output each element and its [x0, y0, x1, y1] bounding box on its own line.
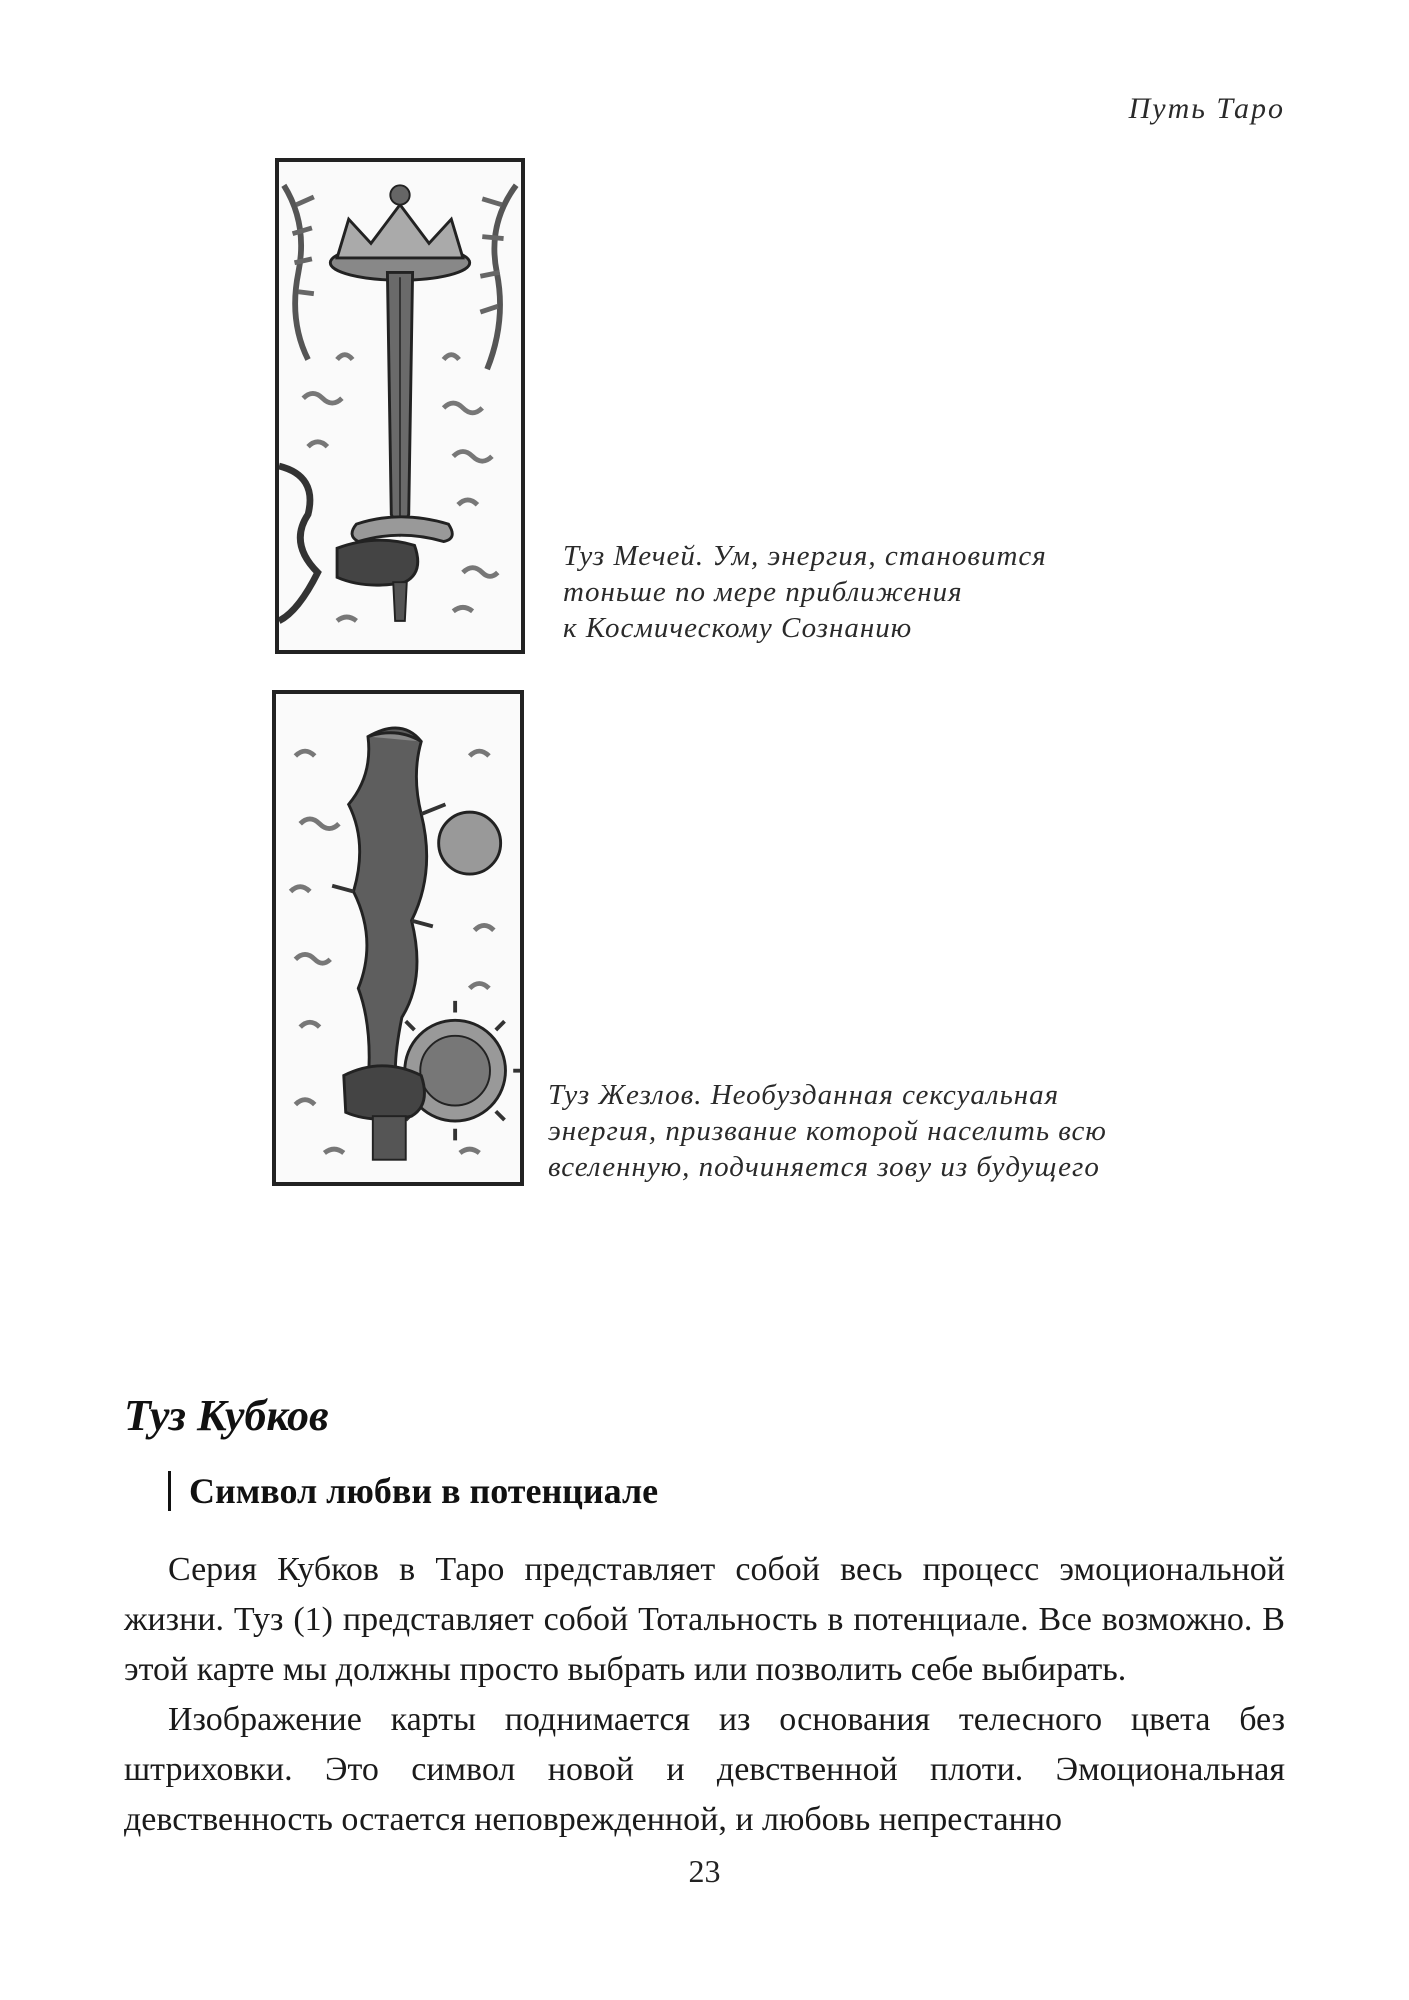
- caption-line: Туз Мечей. Ум, энергия, становится: [563, 540, 1047, 572]
- page-number: 23: [688, 1853, 721, 1889]
- body-text: [124, 1545, 1285, 1845]
- caption-line: вселенную, подчиняется зову из будущего: [548, 1151, 1100, 1183]
- ace-of-swords-illustration: [275, 158, 525, 654]
- caption-line: энергия, призвание которой населить всю: [548, 1115, 1107, 1147]
- paragraph: Изображение карты поднимается из основания телесного цвета без штриховки. Это символ новой и девственной плоти. Эмоциональная девственность остается неповрежденной, и любовь непрестанно: [124, 1701, 1285, 1838]
- ace-of-swords-drawing: [279, 162, 521, 650]
- ace-of-wands-drawing: [276, 694, 520, 1182]
- subsection-title: [168, 1470, 658, 1512]
- subsection-label: Символ любви в потенциале: [189, 1471, 659, 1511]
- caption-line: Туз Жезлов. Необузданная сексуальная: [548, 1079, 1060, 1111]
- caption-line: к Космическому Сознанию: [563, 612, 913, 644]
- ace-of-swords-caption: [563, 538, 1047, 646]
- ace-of-wands-illustration: [272, 690, 524, 1186]
- running-head: Путь Таро: [1128, 92, 1285, 125]
- subsection-bar: [168, 1471, 171, 1511]
- ace-of-wands-caption: [548, 1077, 1107, 1185]
- paragraph: Серия Кубков в Таро представляет собой весь процесс эмоциональной жизни. Туз (1) представляет собой Тотальность в потенциале. Все возможно. В этой карте мы должны просто выбрать или позволить себе выбирать.: [124, 1551, 1285, 1688]
- section-title: Туз Кубков: [124, 1391, 329, 1440]
- caption-line: тоньше по мере приближения: [563, 576, 963, 608]
